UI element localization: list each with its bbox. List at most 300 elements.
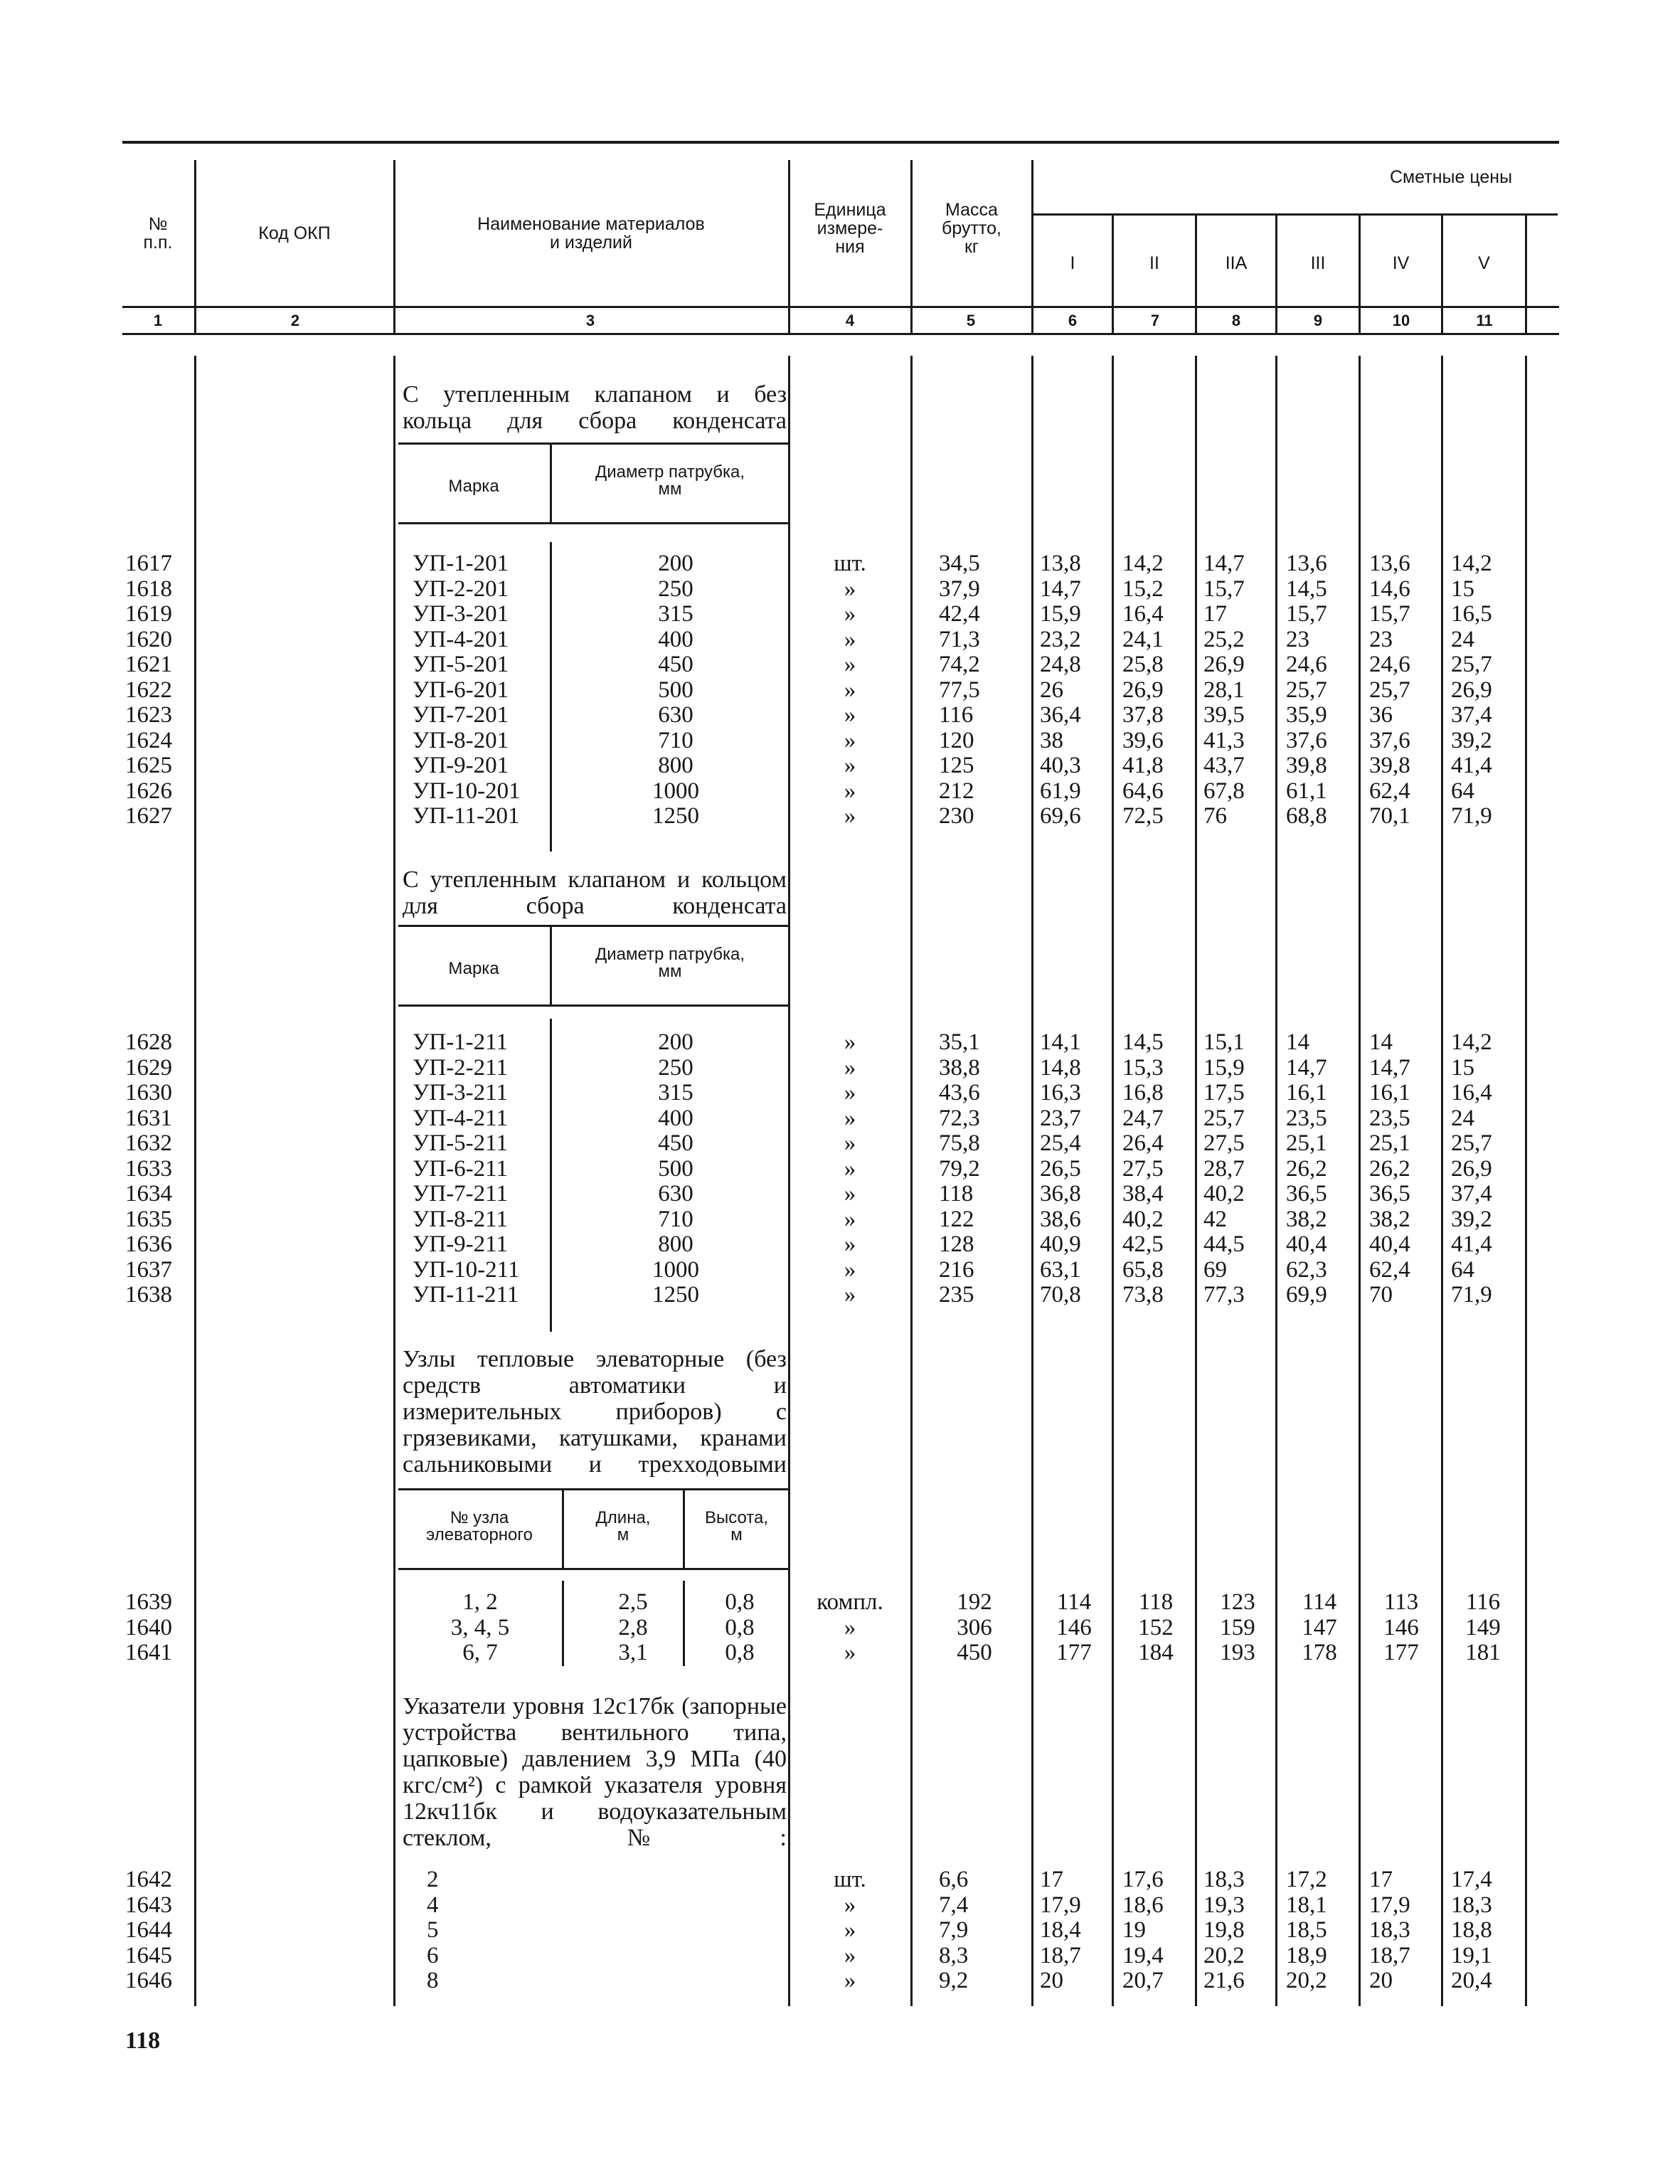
row-mass: 128 (939, 1231, 974, 1257)
row-price: 15,2 (1122, 576, 1164, 602)
row-price: 35,9 (1286, 702, 1327, 728)
row-price: 41,4 (1451, 753, 1492, 778)
row-price: 14,2 (1122, 551, 1164, 576)
row-price: 26,9 (1451, 1155, 1492, 1182)
price-column-III (1286, 1030, 1357, 1308)
row-number: 1639 (125, 1589, 172, 1615)
row-price: 23 (1286, 626, 1309, 652)
row-mass: 38,8 (939, 1054, 980, 1081)
row-price: 14,7 (1286, 1054, 1327, 1081)
row-unit: » (844, 576, 856, 602)
page-number: 118 (125, 2027, 161, 2054)
row-mark: 2 (427, 1867, 439, 1892)
row-price: 15,7 (1286, 601, 1327, 627)
row-number: 1619 (125, 601, 172, 627)
row-unit: » (844, 1256, 856, 1283)
row-diameter: 315 (658, 1080, 693, 1106)
row-number: 1621 (125, 652, 172, 677)
row-price: 146 (1056, 1614, 1092, 1640)
subtable-rule (398, 925, 788, 927)
row-diameter: 1250 (652, 1282, 699, 1308)
row-price: 26,4 (1122, 1130, 1164, 1156)
row-price: 20,2 (1203, 1942, 1245, 1968)
price-column-V (1451, 1030, 1522, 1308)
row-number: 1623 (125, 702, 172, 728)
row-price: 184 (1138, 1640, 1174, 1665)
row-price: 36,5 (1286, 1181, 1327, 1207)
row-unit: » (844, 1231, 856, 1257)
row-mark: УП-9-211 (413, 1231, 508, 1257)
row-price: 61,1 (1286, 778, 1327, 804)
row-number: 1646 (125, 1968, 172, 1993)
header-col-name: Наименование материалов и изделий (477, 214, 705, 253)
row-price: 40,4 (1369, 1231, 1410, 1257)
row-price: 28,7 (1203, 1155, 1245, 1182)
section-title: Узлы тепловые элеваторные (без средств автоматики и измерительных приборов) с грязевиками, катушками, кранами сальниковыми и трехходовыми (403, 1346, 787, 1478)
row-price: 23,2 (1040, 626, 1081, 652)
row-mass: 34,5 (939, 551, 980, 576)
price-column-I (1040, 1867, 1111, 1994)
row-mark: УП-6-201 (413, 677, 509, 703)
row-price: 19,4 (1122, 1942, 1164, 1968)
header-divider (194, 160, 196, 334)
row-unit: » (844, 702, 856, 728)
row-mass: 235 (939, 1282, 974, 1308)
row-price: 39,8 (1369, 753, 1410, 778)
unit-column (804, 1590, 896, 1666)
row-price: 37,4 (1451, 1181, 1492, 1207)
row-price: 18,3 (1369, 1917, 1410, 1943)
row-number: 1628 (125, 1029, 172, 1055)
row-price: 24 (1451, 626, 1474, 652)
row-price: 40,2 (1122, 1206, 1164, 1232)
row-price: 70 (1369, 1282, 1393, 1308)
row-price: 26,2 (1369, 1155, 1410, 1182)
row-price: 18,1 (1286, 1892, 1327, 1918)
row-price: 41,4 (1451, 1231, 1492, 1257)
row-price: 18,3 (1203, 1867, 1245, 1892)
row-price: 19,3 (1203, 1892, 1245, 1918)
row-mass: 118 (939, 1181, 974, 1207)
row-diameter: 250 (658, 576, 693, 602)
row-diameter: 450 (658, 652, 693, 677)
row-mass: 71,3 (939, 626, 980, 652)
row-mass: 35,1 (939, 1029, 980, 1055)
header-divider (1359, 213, 1361, 334)
row-number: 1642 (125, 1867, 172, 1892)
row-unit: » (844, 1130, 856, 1156)
row-diameter: 800 (658, 1231, 693, 1257)
row-price: 113 (1383, 1589, 1419, 1615)
header-top-rule (122, 141, 1559, 144)
price-column-IIA (1203, 1030, 1275, 1308)
row-diameter: 630 (658, 702, 693, 728)
column-line (1275, 356, 1277, 2006)
row-mark: УП-8-211 (413, 1206, 508, 1232)
unit-column (811, 1867, 889, 1994)
row-price: 17,9 (1369, 1892, 1410, 1918)
row-price: 25,7 (1286, 677, 1327, 703)
row-price: 25,7 (1451, 652, 1492, 677)
row-diameter: 500 (658, 1155, 693, 1182)
row-price: 14 (1286, 1029, 1309, 1055)
row-number: 1641 (125, 1640, 172, 1665)
row-diameter: 710 (658, 727, 693, 753)
row-mark: 5 (427, 1917, 439, 1943)
header-divider (1195, 213, 1197, 334)
row-price: 26,5 (1040, 1155, 1081, 1182)
row-price: 24,1 (1122, 626, 1164, 652)
row-price: 26,9 (1451, 677, 1492, 703)
row-price: 114 (1302, 1589, 1337, 1615)
row-diameter: 400 (658, 1105, 693, 1131)
row-mark: УП-4-211 (413, 1105, 508, 1131)
row-price: 25,2 (1203, 626, 1245, 652)
subtable-header-height: Высота, м (704, 1508, 769, 1544)
row-price: 41,8 (1122, 753, 1164, 778)
row-mark: 4 (427, 1892, 439, 1918)
row-mass: 125 (939, 753, 974, 778)
row-price: 118 (1138, 1589, 1174, 1615)
subtable-header-length: Длина, м (595, 1508, 651, 1544)
row-price: 26,9 (1122, 677, 1164, 703)
row-price: 16,1 (1286, 1080, 1327, 1106)
mass-column (939, 1867, 1024, 1994)
row-price: 42,5 (1122, 1231, 1164, 1257)
row-price: 41,3 (1203, 727, 1245, 753)
row-price: 67,8 (1203, 778, 1245, 804)
row-number: 1633 (125, 1155, 172, 1182)
row-price: 68,8 (1286, 803, 1327, 829)
row-price: 71,9 (1451, 803, 1492, 829)
row-height: 0,8 (725, 1589, 755, 1615)
row-price: 36 (1369, 702, 1393, 728)
column-number: 2 (290, 312, 300, 329)
row-unit: » (844, 753, 856, 778)
subtable-rule (398, 1488, 788, 1490)
row-mark: УП-11-201 (413, 803, 520, 829)
price-column-V (1455, 1590, 1511, 1666)
row-price: 18,6 (1122, 1892, 1164, 1918)
row-price: 18,9 (1286, 1942, 1327, 1968)
row-diameter: 200 (658, 551, 693, 576)
row-mass: 43,6 (939, 1080, 980, 1106)
row-diameter: 250 (658, 1054, 693, 1081)
row-price: 62,4 (1369, 1256, 1410, 1283)
row-unit: » (844, 1155, 856, 1182)
row-diameter: 200 (658, 1029, 693, 1055)
row-price: 39,2 (1451, 727, 1492, 753)
height-column (704, 1590, 775, 1666)
row-unit: » (844, 1968, 856, 1993)
row-price: 14,7 (1040, 576, 1081, 602)
row-price: 123 (1220, 1589, 1255, 1615)
row-price: 17 (1369, 1867, 1393, 1892)
subtable-divider (562, 1581, 564, 1666)
number-column (427, 1867, 469, 1994)
header-divider (1275, 213, 1277, 334)
price-column-I (1040, 551, 1111, 829)
row-price: 61,9 (1040, 778, 1081, 804)
column-number: 1 (153, 312, 163, 329)
row-price: 16,1 (1369, 1080, 1410, 1106)
row-mass: 212 (939, 778, 974, 804)
row-unit: » (844, 601, 856, 627)
row-diameter: 1000 (652, 1256, 699, 1283)
row-diameter: 315 (658, 601, 693, 627)
row-unit: » (844, 727, 856, 753)
row-number: 1629 (125, 1054, 172, 1081)
row-price: 25,1 (1286, 1130, 1327, 1156)
row-price: 17 (1040, 1867, 1063, 1892)
row-unit: » (844, 1614, 856, 1640)
price-column-IV (1373, 1590, 1430, 1666)
header-col-mass: Масса брутто, кг (942, 200, 1001, 257)
row-price: 18,3 (1451, 1892, 1492, 1918)
price-column-V (1451, 1867, 1522, 1994)
row-price: 38,2 (1286, 1206, 1327, 1232)
row-price: 36,5 (1369, 1181, 1410, 1207)
column-line (1112, 356, 1114, 2006)
row-price: 36,4 (1040, 702, 1081, 728)
price-column-I (1040, 1030, 1111, 1308)
section-title: С утепленным клапаном и без кольца для сбора конденсата (403, 381, 787, 434)
row-price: 39,2 (1451, 1206, 1492, 1232)
row-price: 18,5 (1286, 1917, 1327, 1943)
row-price: 37,6 (1369, 727, 1410, 753)
row-price: 13,6 (1369, 551, 1410, 576)
header-zone: I (1070, 253, 1075, 273)
row-mark: 3, 4, 5 (450, 1614, 510, 1640)
row-number: 1644 (125, 1917, 172, 1943)
row-unit: » (844, 1029, 856, 1055)
row-mark: УП-3-201 (413, 601, 509, 627)
column-line (1359, 356, 1361, 2006)
section-title: Указатели уровня 12с17бк (запорные устройства вентильного типа, цапковые) давлением 3,9 МПа (40 кгс/см²) с рамкой указателя уровня 12кч11бк и водоуказательным стеклом, №: (403, 1693, 787, 1851)
row-price: 114 (1056, 1589, 1092, 1615)
row-price: 14,2 (1451, 1029, 1492, 1055)
subtable-header-diameter: Диаметр патрубка, мм (595, 462, 745, 499)
row-price: 147 (1302, 1614, 1337, 1640)
row-price: 23 (1369, 626, 1393, 652)
price-column-IV (1369, 1867, 1440, 1994)
mass-column (939, 551, 1024, 829)
row-price: 20 (1040, 1968, 1063, 1993)
row-price: 178 (1302, 1640, 1337, 1665)
header-zone: V (1478, 253, 1490, 273)
row-price: 177 (1383, 1640, 1419, 1665)
row-mark: 8 (427, 1968, 439, 1993)
row-price: 15,7 (1369, 601, 1410, 627)
row-diameter: 630 (658, 1181, 693, 1207)
row-price: 16,8 (1122, 1080, 1164, 1106)
row-price: 38,2 (1369, 1206, 1410, 1232)
header-zone: II (1149, 253, 1159, 273)
row-unit: » (844, 1942, 856, 1968)
price-column-II (1122, 551, 1193, 829)
column-line (1441, 356, 1443, 2006)
row-number: 1643 (125, 1892, 172, 1918)
row-mass: 77,5 (939, 677, 980, 703)
row-unit: » (844, 1917, 856, 1943)
row-diameter: 400 (658, 626, 693, 652)
row-price: 27,5 (1203, 1130, 1245, 1156)
row-length: 3,1 (618, 1640, 648, 1665)
row-mark: УП-4-201 (413, 626, 509, 652)
row-price: 24,7 (1122, 1105, 1164, 1131)
row-price: 149 (1465, 1614, 1501, 1640)
header-zone: IIA (1225, 253, 1248, 273)
row-price: 64,6 (1122, 778, 1164, 804)
row-price: 37,8 (1122, 702, 1164, 728)
row-price: 18,7 (1040, 1942, 1081, 1968)
row-price: 14,7 (1369, 1054, 1410, 1081)
prices-subheader-rule (1031, 213, 1558, 216)
row-mark: УП-9-201 (413, 753, 509, 778)
row-price: 116 (1465, 1589, 1501, 1615)
row-diameter: 1250 (652, 803, 699, 829)
row-mass: 122 (939, 1206, 974, 1232)
row-price: 25,7 (1369, 677, 1410, 703)
header-col-number: № п.п. (143, 214, 173, 253)
section-title: С утепленным клапаном и кольцом для сбора конденсата (403, 866, 787, 919)
row-number: 1620 (125, 626, 172, 652)
row-mark: УП-1-201 (413, 551, 509, 576)
row-price: 14 (1369, 1029, 1393, 1055)
row-mass: 8,3 (939, 1942, 969, 1968)
row-price: 64 (1451, 1256, 1474, 1283)
row-mark: УП-2-201 (413, 576, 509, 602)
row-number: 1622 (125, 677, 172, 703)
row-mark: УП-10-211 (413, 1256, 520, 1283)
column-line (910, 356, 913, 2006)
row-mass: 120 (939, 727, 974, 753)
column-number: 3 (585, 312, 595, 329)
row-numbers-column (125, 1867, 189, 1994)
row-numbers-column (125, 1030, 189, 1308)
row-diameter: 450 (658, 1130, 693, 1156)
row-price: 40,2 (1203, 1181, 1245, 1207)
row-number: 1624 (125, 727, 172, 753)
row-unit: » (844, 626, 856, 652)
row-mass: 74,2 (939, 652, 980, 677)
row-price: 26,2 (1286, 1155, 1327, 1182)
column-number: 9 (1313, 312, 1323, 329)
header-prices-title: Сметные цены (1389, 167, 1513, 187)
row-price: 17,2 (1286, 1867, 1327, 1892)
row-price: 15 (1451, 576, 1474, 602)
row-price: 72,5 (1122, 803, 1164, 829)
row-price: 14,1 (1040, 1029, 1081, 1055)
row-price: 37,4 (1451, 702, 1492, 728)
row-price: 152 (1138, 1614, 1174, 1640)
row-price: 14,5 (1286, 576, 1327, 602)
row-mass: 72,3 (939, 1105, 980, 1131)
row-price: 71,9 (1451, 1282, 1492, 1308)
row-price: 40,4 (1286, 1231, 1327, 1257)
row-mass: 75,8 (939, 1130, 980, 1156)
row-price: 13,6 (1286, 551, 1327, 576)
row-price: 177 (1056, 1640, 1092, 1665)
row-price: 39,8 (1286, 753, 1327, 778)
subtable-rule (398, 1568, 788, 1570)
row-number: 1640 (125, 1614, 172, 1640)
header-col-okp-code: Код ОКП (258, 223, 331, 243)
price-column-IIA (1209, 1590, 1266, 1666)
mass-column (946, 1590, 1003, 1666)
row-height: 0,8 (725, 1614, 755, 1640)
header-col-unit: Единица измере- ния (814, 200, 886, 257)
price-column-V (1451, 551, 1522, 829)
row-diameter: 1000 (652, 778, 699, 804)
row-price: 40,9 (1040, 1231, 1081, 1257)
row-price: 36,8 (1040, 1181, 1081, 1207)
row-price: 70,1 (1369, 803, 1410, 829)
row-mark: УП-5-201 (413, 652, 509, 677)
row-price: 43,7 (1203, 753, 1245, 778)
row-price: 159 (1220, 1614, 1255, 1640)
row-price: 37,6 (1286, 727, 1327, 753)
row-price: 44,5 (1203, 1231, 1245, 1257)
row-unit: » (844, 1282, 856, 1308)
row-price: 181 (1465, 1640, 1501, 1665)
node-column (413, 1590, 548, 1666)
column-number: 10 (1392, 312, 1410, 329)
row-mass: 192 (957, 1589, 992, 1615)
column-line (788, 356, 790, 2006)
row-unit: » (844, 1105, 856, 1131)
row-price: 17,9 (1040, 1892, 1081, 1918)
row-price: 38,6 (1040, 1206, 1081, 1232)
column-number: 11 (1476, 312, 1493, 329)
row-mark: УП-5-211 (413, 1130, 508, 1156)
row-unit: » (844, 1640, 856, 1665)
column-number: 7 (1150, 312, 1160, 329)
row-mark: УП-8-201 (413, 727, 509, 753)
row-mass: 7,4 (939, 1892, 969, 1918)
row-price: 39,5 (1203, 702, 1245, 728)
row-unit: » (844, 652, 856, 677)
row-number: 1634 (125, 1181, 172, 1207)
row-number: 1626 (125, 778, 172, 804)
row-unit: шт. (834, 551, 866, 576)
subtable-rule (398, 442, 788, 445)
row-price: 15,7 (1203, 576, 1245, 602)
row-price: 18,4 (1040, 1917, 1081, 1943)
subtable-header-mark: Марка (448, 477, 499, 496)
row-price: 77,3 (1203, 1282, 1245, 1308)
row-price: 19 (1122, 1917, 1146, 1943)
price-column-IIA (1203, 1867, 1275, 1994)
row-mass: 79,2 (939, 1155, 980, 1182)
diameter-column (640, 1030, 711, 1308)
price-column-II (1122, 1867, 1193, 1994)
row-price: 19,1 (1451, 1942, 1492, 1968)
row-price: 40,3 (1040, 753, 1081, 778)
mark-column (413, 551, 541, 829)
subtable-rule (398, 1004, 788, 1007)
row-price: 193 (1220, 1640, 1255, 1665)
row-price: 64 (1451, 778, 1474, 804)
row-price: 25,7 (1451, 1130, 1492, 1156)
header-zone: III (1310, 253, 1326, 273)
header-zone: IV (1392, 253, 1410, 273)
subtable-divider (550, 542, 552, 852)
subtable-header-mark: Марка (448, 959, 499, 978)
row-price: 25,1 (1369, 1130, 1410, 1156)
header-divider (1441, 213, 1443, 334)
row-price: 23,7 (1040, 1105, 1081, 1131)
